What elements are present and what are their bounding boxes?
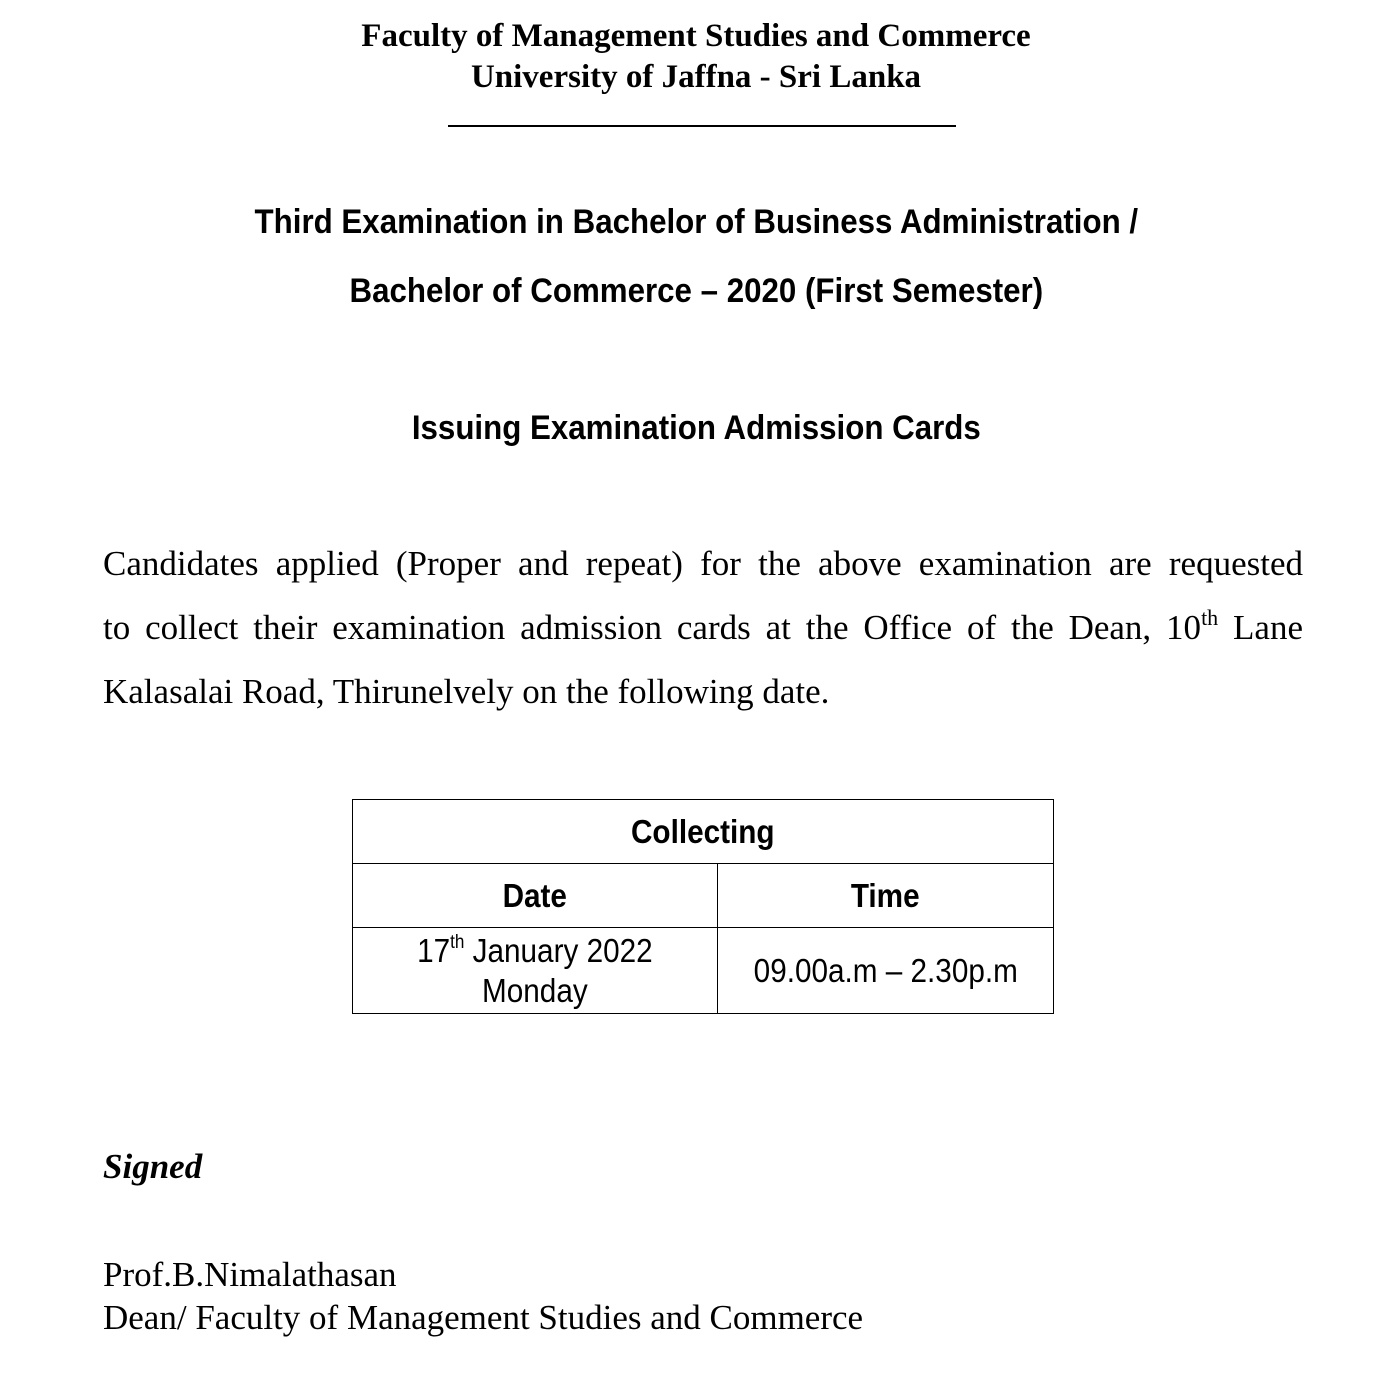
column-header-date-text: Date — [502, 876, 568, 914]
table-header-row — [353, 864, 1054, 928]
date-value — [417, 931, 653, 1011]
header-divider — [448, 125, 956, 127]
column-header-date — [353, 864, 718, 928]
signatory-position: Dean/ Faculty of Management Studies and Commerce — [103, 1298, 864, 1337]
table-caption — [353, 800, 1054, 864]
table-row — [353, 928, 1054, 1014]
date-month-year: January 2022 — [464, 931, 653, 969]
exam-title-line1: Third Examination in Bachelor of Business Administration / — [254, 203, 1139, 241]
university-header: University of Jaffna - Sri Lanka — [470, 59, 922, 95]
body-line-2 — [103, 605, 1303, 648]
time-cell — [718, 928, 1054, 1014]
signed-label: Signed — [103, 1147, 203, 1186]
collection-schedule-table — [352, 799, 1054, 1014]
date-cell — [353, 928, 718, 1014]
ordinal-suffix: th — [1201, 605, 1219, 630]
date-weekday: Monday — [482, 971, 588, 1009]
column-header-time — [718, 864, 1054, 928]
body-line-2-text: to collect their examination admission cards at the Office of the Dean, 10 — [103, 608, 1202, 647]
body-line-2-end: Lane — [1218, 608, 1303, 647]
faculty-header: Faculty of Management Studies and Commerce — [361, 18, 1031, 54]
table-caption-row — [353, 800, 1054, 864]
exam-title-line2: Bachelor of Commerce – 2020 (First Semester) — [349, 272, 1044, 310]
notice-subtitle: Issuing Examination Admission Cards — [411, 409, 981, 447]
signatory-name: Prof.B.Nimalathasan — [103, 1255, 397, 1294]
body-line-1: Candidates applied (Proper and repeat) for the above examination are requested — [103, 544, 1303, 583]
body-line-3: Kalasalai Road, Thirunelvely on the following date. — [103, 672, 830, 711]
date-ordinal-suffix: th — [450, 931, 465, 953]
time-value: 09.00a.m – 2.30p.m — [753, 951, 1018, 989]
table-caption-text: Collecting — [631, 812, 775, 850]
date-day: 17 — [417, 931, 451, 969]
column-header-time-text: Time — [851, 876, 920, 914]
